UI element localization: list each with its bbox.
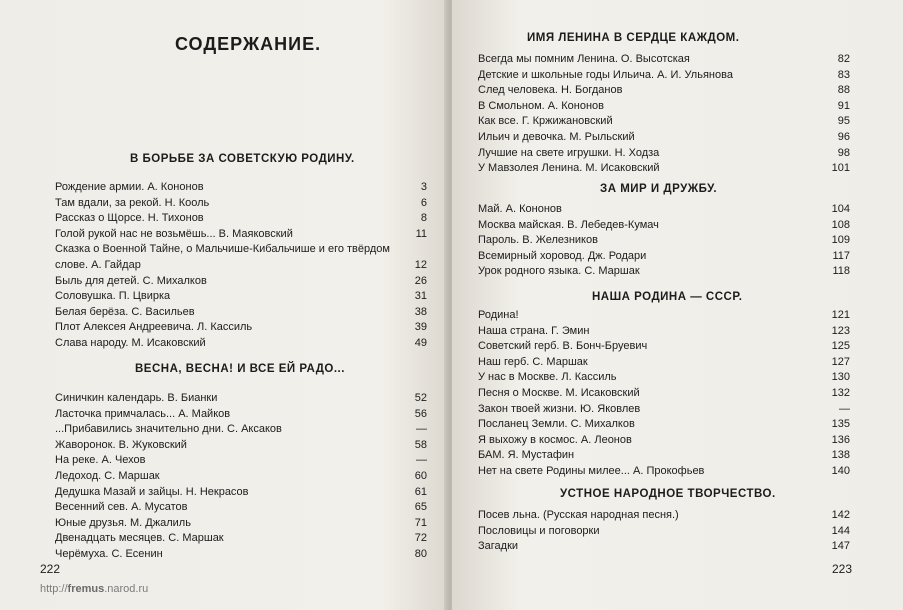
toc-entry bbox=[478, 402, 850, 418]
toc-entry-page: — bbox=[839, 402, 850, 415]
toc-entry-page: 136 bbox=[831, 433, 850, 446]
toc-entry-page: 147 bbox=[831, 540, 850, 553]
toc-entry bbox=[55, 180, 427, 196]
toc-entry-title: Ильич и девочка. М. Рыльский bbox=[478, 130, 635, 143]
toc-entry-title: В Смольном. А. Кононов bbox=[478, 99, 604, 112]
toc-entry-title: Советский герб. В. Бонч-Бруевич bbox=[478, 340, 648, 353]
toc-entry-title: Весенний сев. А. Мусатов bbox=[55, 501, 188, 514]
toc-entry-page: 135 bbox=[831, 418, 850, 431]
toc-entry bbox=[478, 233, 850, 249]
toc-entry-page: 31 bbox=[414, 290, 427, 303]
toc-entry-page: 6 bbox=[420, 196, 427, 209]
toc-entry-page: — bbox=[416, 423, 427, 436]
toc-entry bbox=[55, 196, 427, 212]
toc-entry bbox=[55, 391, 427, 407]
toc-entry-title: Май. А. Кононов bbox=[478, 203, 562, 215]
toc-entry-title: Урок родного языка. С. Маршак bbox=[478, 265, 640, 278]
page-number: 222 bbox=[40, 562, 61, 576]
toc-entry bbox=[55, 438, 427, 454]
toc-entry bbox=[478, 539, 850, 555]
toc-entry bbox=[478, 524, 850, 540]
toc-entry bbox=[478, 324, 850, 340]
toc-entry bbox=[55, 531, 427, 547]
toc-entry-page: 49 bbox=[414, 336, 427, 349]
toc-entry-title: Наша страна. Г. Эмин bbox=[478, 324, 590, 337]
toc-entry bbox=[478, 417, 850, 433]
toc-entry-title: Рождение армии. А. Кононов bbox=[55, 181, 204, 193]
toc-entry-page: 8 bbox=[420, 212, 427, 225]
toc-entry-title: Закон твоей жизни. Ю. Яковлев bbox=[478, 402, 641, 415]
section-heading: ЗА МИР И ДРУЖБУ. bbox=[600, 183, 718, 195]
toc-entry-title: Загадки bbox=[478, 540, 519, 553]
toc-entry-title: Соловушка. П. Цвирка bbox=[55, 290, 171, 303]
toc-entry-title: Лучшие на свете игрушки. Н. Ходза bbox=[478, 146, 660, 159]
toc-entry bbox=[478, 264, 850, 280]
toc-entry bbox=[478, 508, 850, 524]
toc-entry bbox=[55, 242, 427, 273]
toc-entry bbox=[55, 485, 427, 501]
toc-entry-title: Ледоход. С. Маршак bbox=[55, 469, 160, 482]
right-page bbox=[452, 0, 903, 610]
toc-entry bbox=[55, 274, 427, 290]
toc-entry bbox=[55, 289, 427, 305]
page-title: СОДЕРЖАНИЕ. bbox=[175, 34, 322, 54]
toc-entry-page: 52 bbox=[414, 392, 427, 404]
toc-entry bbox=[55, 422, 427, 438]
toc-entry-title: Сказка о Военной Тайне, о Мальчише-Кибальчише и его твёрдом слове. А. Гайдар bbox=[55, 243, 390, 271]
toc-entry bbox=[478, 448, 850, 464]
toc-entry-page: 117 bbox=[832, 249, 850, 262]
toc-entry-page: 125 bbox=[831, 340, 850, 353]
toc-entry-title: Детские и школьные годы Ильича. А. И. Ульянова bbox=[478, 68, 733, 81]
toc-entry-title: Синичкин календарь. В. Бианки bbox=[55, 392, 218, 404]
toc-list bbox=[55, 180, 427, 352]
toc-entry bbox=[55, 320, 427, 336]
toc-list bbox=[478, 308, 850, 480]
toc-entry bbox=[55, 453, 427, 469]
toc-entry-page: 3 bbox=[420, 181, 427, 193]
toc-entry-title: Пароль. В. Железников bbox=[478, 234, 598, 247]
toc-entry-page: 98 bbox=[837, 146, 850, 159]
toc-entry-title: ...Прибавились значительно дни. С. Аксаков bbox=[55, 423, 282, 436]
toc-entry-page: 130 bbox=[831, 371, 850, 384]
toc-entry-title: Всегда мы помним Ленина. О. Высотская bbox=[478, 53, 690, 65]
toc-entry bbox=[478, 99, 850, 115]
toc-entry-title: Ласточка примчалась... А. Майков bbox=[55, 407, 231, 420]
toc-entry bbox=[478, 161, 850, 177]
toc-entry-title: У нас в Москве. Л. Кассиль bbox=[478, 371, 617, 384]
toc-entry-title: Дедушка Мазай и зайцы. Н. Некрасов bbox=[55, 485, 249, 498]
toc-entry-page: 26 bbox=[414, 274, 427, 287]
toc-entry bbox=[478, 339, 850, 355]
toc-list bbox=[55, 391, 427, 563]
toc-entry bbox=[478, 355, 850, 371]
toc-entry-title: Рассказ о Щорсе. Н. Тихонов bbox=[55, 212, 204, 225]
toc-entry bbox=[478, 68, 850, 84]
toc-entry bbox=[55, 336, 427, 352]
toc-entry bbox=[478, 464, 850, 480]
toc-entry-page: 138 bbox=[831, 449, 850, 462]
toc-entry bbox=[55, 500, 427, 516]
watermark-url: http://fremus.narod.ru bbox=[40, 583, 149, 595]
section-heading: В БОРЬБЕ ЗА СОВЕТСКУЮ РОДИНУ. bbox=[130, 153, 355, 165]
toc-entry-title: Всемирный хоровод. Дж. Родари bbox=[478, 249, 647, 262]
toc-entry-page: 95 bbox=[837, 115, 850, 128]
toc-entry-page: 108 bbox=[831, 218, 850, 231]
toc-entry bbox=[478, 114, 850, 130]
toc-entry bbox=[55, 469, 427, 485]
toc-entry-title: Я выхожу в космос. А. Леонов bbox=[478, 433, 632, 446]
toc-list bbox=[478, 52, 850, 177]
toc-entry-page: 101 bbox=[831, 162, 850, 175]
toc-entry-title: Там вдали, за рекой. Н. Кооль bbox=[55, 196, 210, 209]
toc-entry-page: 12 bbox=[414, 258, 427, 271]
toc-entry-title: Как все. Г. Кржижановский bbox=[478, 115, 613, 128]
toc-entry-title: Быль для детей. С. Михалков bbox=[55, 274, 207, 287]
toc-entry bbox=[55, 516, 427, 532]
toc-entry bbox=[55, 227, 427, 243]
toc-entry-title: Посев льна. (Русская народная песня.) bbox=[478, 509, 679, 521]
toc-entry-page: 80 bbox=[414, 547, 427, 560]
toc-entry-page: 39 bbox=[414, 321, 427, 334]
toc-entry-page: — bbox=[416, 454, 427, 467]
toc-entry bbox=[478, 146, 850, 162]
section-heading: УСТНОЕ НАРОДНОЕ ТВОРЧЕСТВО. bbox=[560, 488, 776, 500]
toc-entry-title: Родина! bbox=[478, 309, 519, 321]
toc-entry-title: Черёмуха. С. Есенин bbox=[55, 547, 163, 560]
toc-entry bbox=[55, 211, 427, 227]
toc-entry-title: След человека. Н. Богданов bbox=[478, 84, 623, 97]
toc-entry-title: Москва майская. В. Лебедев-Кумач bbox=[478, 218, 659, 231]
toc-entry-page: 121 bbox=[831, 309, 850, 321]
toc-entry-title: Жаворонок. В. Жуковский bbox=[55, 438, 187, 451]
toc-entry bbox=[55, 407, 427, 423]
toc-entry-title: Плот Алексея Андреевича. Л. Кассиль bbox=[55, 321, 253, 334]
toc-entry bbox=[55, 547, 427, 563]
toc-entry-page: 88 bbox=[837, 84, 850, 97]
toc-entry-page: 96 bbox=[837, 130, 850, 143]
toc-entry-title: Пословицы и поговорки bbox=[478, 524, 600, 537]
page-number: 223 bbox=[832, 562, 853, 576]
toc-entry bbox=[478, 202, 850, 218]
toc-entry-title: У Мавзолея Ленина. М. Исаковский bbox=[478, 162, 660, 175]
toc-entry-page: 72 bbox=[414, 532, 427, 545]
toc-entry-title: Посланец Земли. С. Михалков bbox=[478, 418, 635, 431]
toc-list bbox=[478, 508, 850, 555]
toc-entry-title: Наш герб. С. Маршак bbox=[478, 355, 588, 368]
toc-entry-page: 109 bbox=[831, 234, 850, 247]
toc-entry-page: 65 bbox=[414, 501, 427, 514]
toc-entry-title: БАМ. Я. Мустафин bbox=[478, 449, 575, 462]
toc-entry-page: 123 bbox=[831, 324, 850, 337]
toc-entry-page: 83 bbox=[837, 68, 850, 81]
toc-entry bbox=[478, 433, 850, 449]
toc-entry-page: 71 bbox=[414, 516, 427, 529]
toc-entry-page: 82 bbox=[837, 53, 850, 65]
section-heading: ВЕСНА, ВЕСНА! И ВСЕ ЕЙ РАДО... bbox=[135, 363, 345, 375]
toc-entry bbox=[478, 249, 850, 265]
toc-entry bbox=[478, 52, 850, 68]
toc-entry-title: Двенадцать месяцев. С. Маршак bbox=[55, 532, 224, 545]
toc-entry-page: 11 bbox=[415, 227, 427, 240]
toc-entry-page: 56 bbox=[414, 407, 427, 420]
toc-entry bbox=[478, 83, 850, 99]
toc-entry-page: 38 bbox=[414, 305, 427, 318]
toc-entry-page: 132 bbox=[831, 386, 850, 399]
toc-entry bbox=[478, 370, 850, 386]
toc-entry-page: 118 bbox=[832, 265, 850, 278]
section-heading: ИМЯ ЛЕНИНА В СЕРДЦЕ КАЖДОМ. bbox=[527, 32, 740, 44]
toc-list bbox=[478, 202, 850, 280]
toc-entry-page: 91 bbox=[837, 99, 850, 112]
toc-entry bbox=[478, 308, 850, 324]
toc-entry bbox=[478, 386, 850, 402]
toc-entry-title: Слава народу. М. Исаковский bbox=[55, 336, 206, 349]
toc-entry-title: Нет на свете Родины милее... А. Прокофьев bbox=[478, 464, 705, 477]
toc-entry-page: 104 bbox=[831, 203, 850, 215]
section-heading: НАША РОДИНА — СССР. bbox=[592, 291, 743, 303]
left-page bbox=[0, 0, 448, 610]
toc-entry-page: 58 bbox=[414, 438, 427, 451]
toc-entry-title: Юные друзья. М. Джалиль bbox=[55, 516, 191, 529]
toc-entry bbox=[478, 130, 850, 146]
toc-entry-title: Голой рукой нас не возьмёшь... В. Маяковский bbox=[55, 227, 293, 240]
toc-entry-title: Белая берёза. С. Васильев bbox=[55, 305, 195, 318]
toc-entry bbox=[478, 218, 850, 234]
toc-entry-page: 61 bbox=[414, 485, 427, 498]
toc-entry bbox=[55, 305, 427, 321]
toc-entry-page: 140 bbox=[831, 464, 850, 477]
toc-entry-title: Песня о Москве. М. Исаковский bbox=[478, 386, 640, 399]
toc-entry-title: На реке. А. Чехов bbox=[55, 454, 146, 467]
toc-entry-page: 60 bbox=[414, 469, 427, 482]
toc-entry-page: 127 bbox=[831, 355, 850, 368]
toc-entry-page: 144 bbox=[831, 524, 850, 537]
toc-entry-page: 142 bbox=[831, 509, 850, 521]
